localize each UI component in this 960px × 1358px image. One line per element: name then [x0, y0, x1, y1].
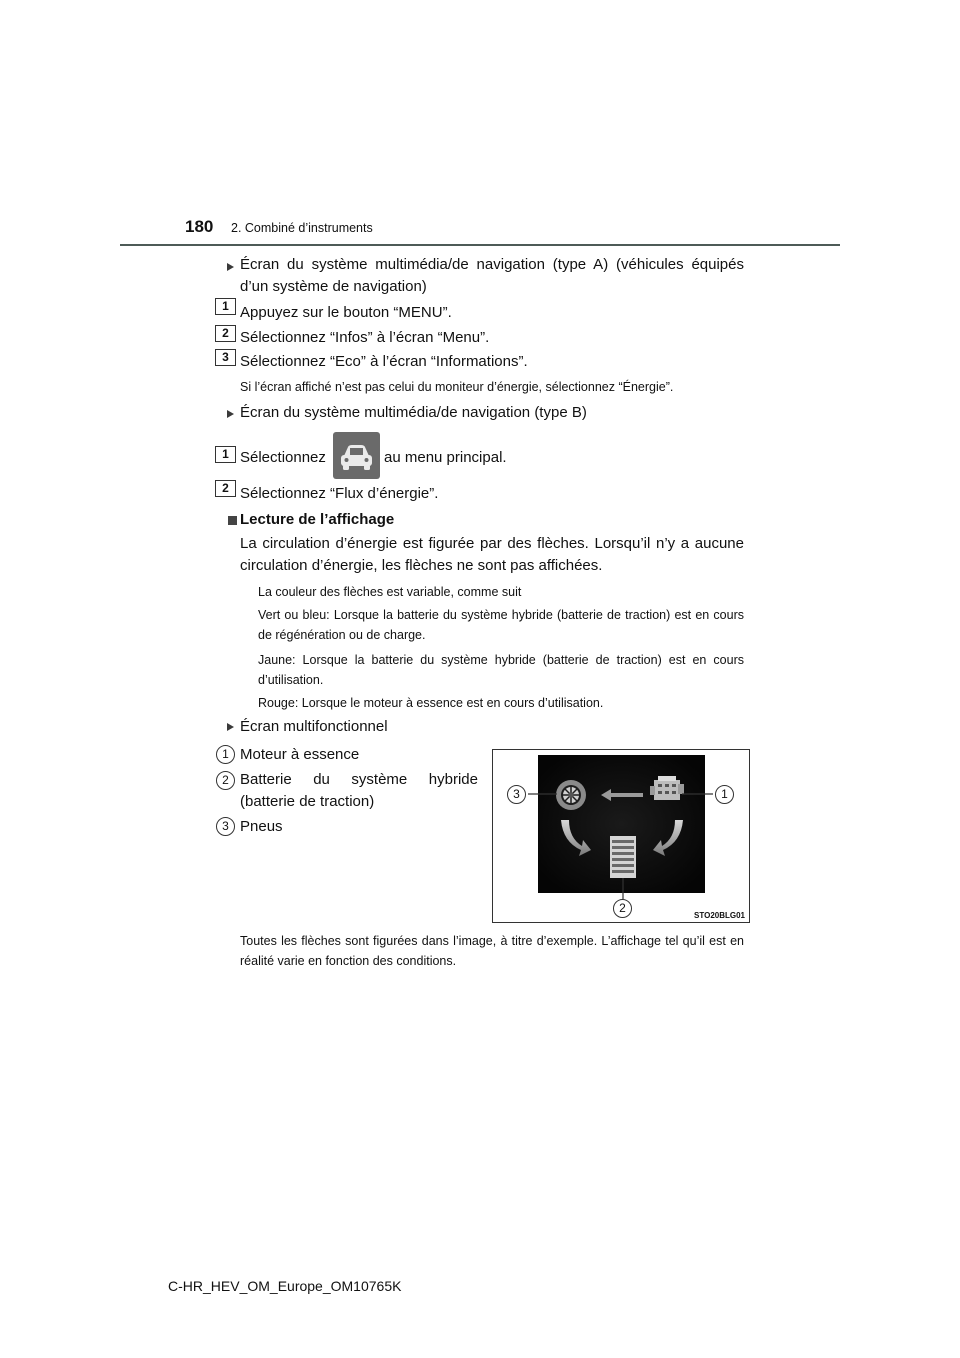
figure-code: STO20BLG01: [694, 911, 745, 920]
figure-callout: 2: [613, 899, 632, 918]
car-icon: [333, 432, 380, 479]
chapter-title: 2. Combiné d’instruments: [231, 221, 373, 235]
step-number: 2: [215, 325, 236, 342]
triangle-bullet-icon: [227, 723, 234, 731]
reading-note: Jaune: Lorsque la batterie du système hybride (batterie de traction) est en cours d’utilisation.: [258, 653, 744, 687]
step-number: 2: [215, 480, 236, 497]
step-text: Sélectionnez “Flux d’énergie”.: [240, 485, 439, 502]
document-id: C-HR_HEV_OM_Europe_OM10765K: [168, 1278, 402, 1294]
figure-callout: 3: [507, 785, 526, 804]
section-b-title: Écran du système multimédia/de navigation (type B): [240, 404, 587, 421]
legend-item: Batterie du système hybride (batterie de traction): [240, 771, 478, 810]
reading-heading: Lecture de l’affichage: [240, 511, 395, 528]
callout-number: 1: [216, 745, 235, 764]
tire-icon: [556, 780, 586, 810]
battery-icon: [610, 836, 636, 878]
step-number: 1: [215, 298, 236, 315]
step-text: Sélectionnez “Eco” à l’écran “Informations”.: [240, 353, 528, 370]
triangle-bullet-icon: [227, 263, 234, 271]
step-text-before-icon: Sélectionnez: [240, 449, 326, 466]
header-rule: [120, 244, 840, 246]
legend-item: Pneus: [240, 818, 283, 835]
section-a-title: Écran du système multimédia/de navigation (type A) (véhicules équipés d’un système de navigation): [240, 256, 744, 295]
triangle-bullet-icon: [227, 410, 234, 418]
step-number: 1: [215, 446, 236, 463]
multifunction-title: Écran multifonctionnel: [240, 718, 388, 735]
square-bullet-icon: [228, 516, 237, 525]
callout-number: 2: [216, 771, 235, 790]
step-text-after-icon: au menu principal.: [384, 449, 507, 466]
step-text: Appuyez sur le bouton “MENU”.: [240, 304, 452, 321]
figure-note: Toutes les flèches sont figurées dans l’image, à titre d’exemple. L’affichage tel qu’il est en réalité varie en fonction des conditions.: [240, 934, 744, 968]
energy-monitor-figure: [492, 749, 750, 923]
legend-item: Moteur à essence: [240, 746, 360, 763]
section-a-note: Si l’écran affiché n’est pas celui du moniteur d’énergie, sélectionnez “Énergie”.: [240, 380, 674, 394]
step-number: 3: [215, 349, 236, 366]
reading-note: Rouge: Lorsque le moteur à essence est en cours d’utilisation.: [258, 696, 604, 710]
reading-note: La couleur des flèches est variable, comme suit: [258, 585, 522, 599]
figure-callout: 1: [715, 785, 734, 804]
reading-note: Vert ou bleu: Lorsque la batterie du système hybride (batterie de traction) est en cours de régénération ou de charge.: [258, 608, 744, 642]
callout-number: 3: [216, 817, 235, 836]
reading-body: La circulation d’énergie est figurée par des flèches. Lorsqu’il n’y a aucune circulation d’énergie, les flèches ne sont pas affichées.: [240, 535, 744, 574]
step-text: Sélectionnez “Infos” à l’écran “Menu”.: [240, 329, 490, 346]
page-number: 180: [185, 217, 214, 236]
